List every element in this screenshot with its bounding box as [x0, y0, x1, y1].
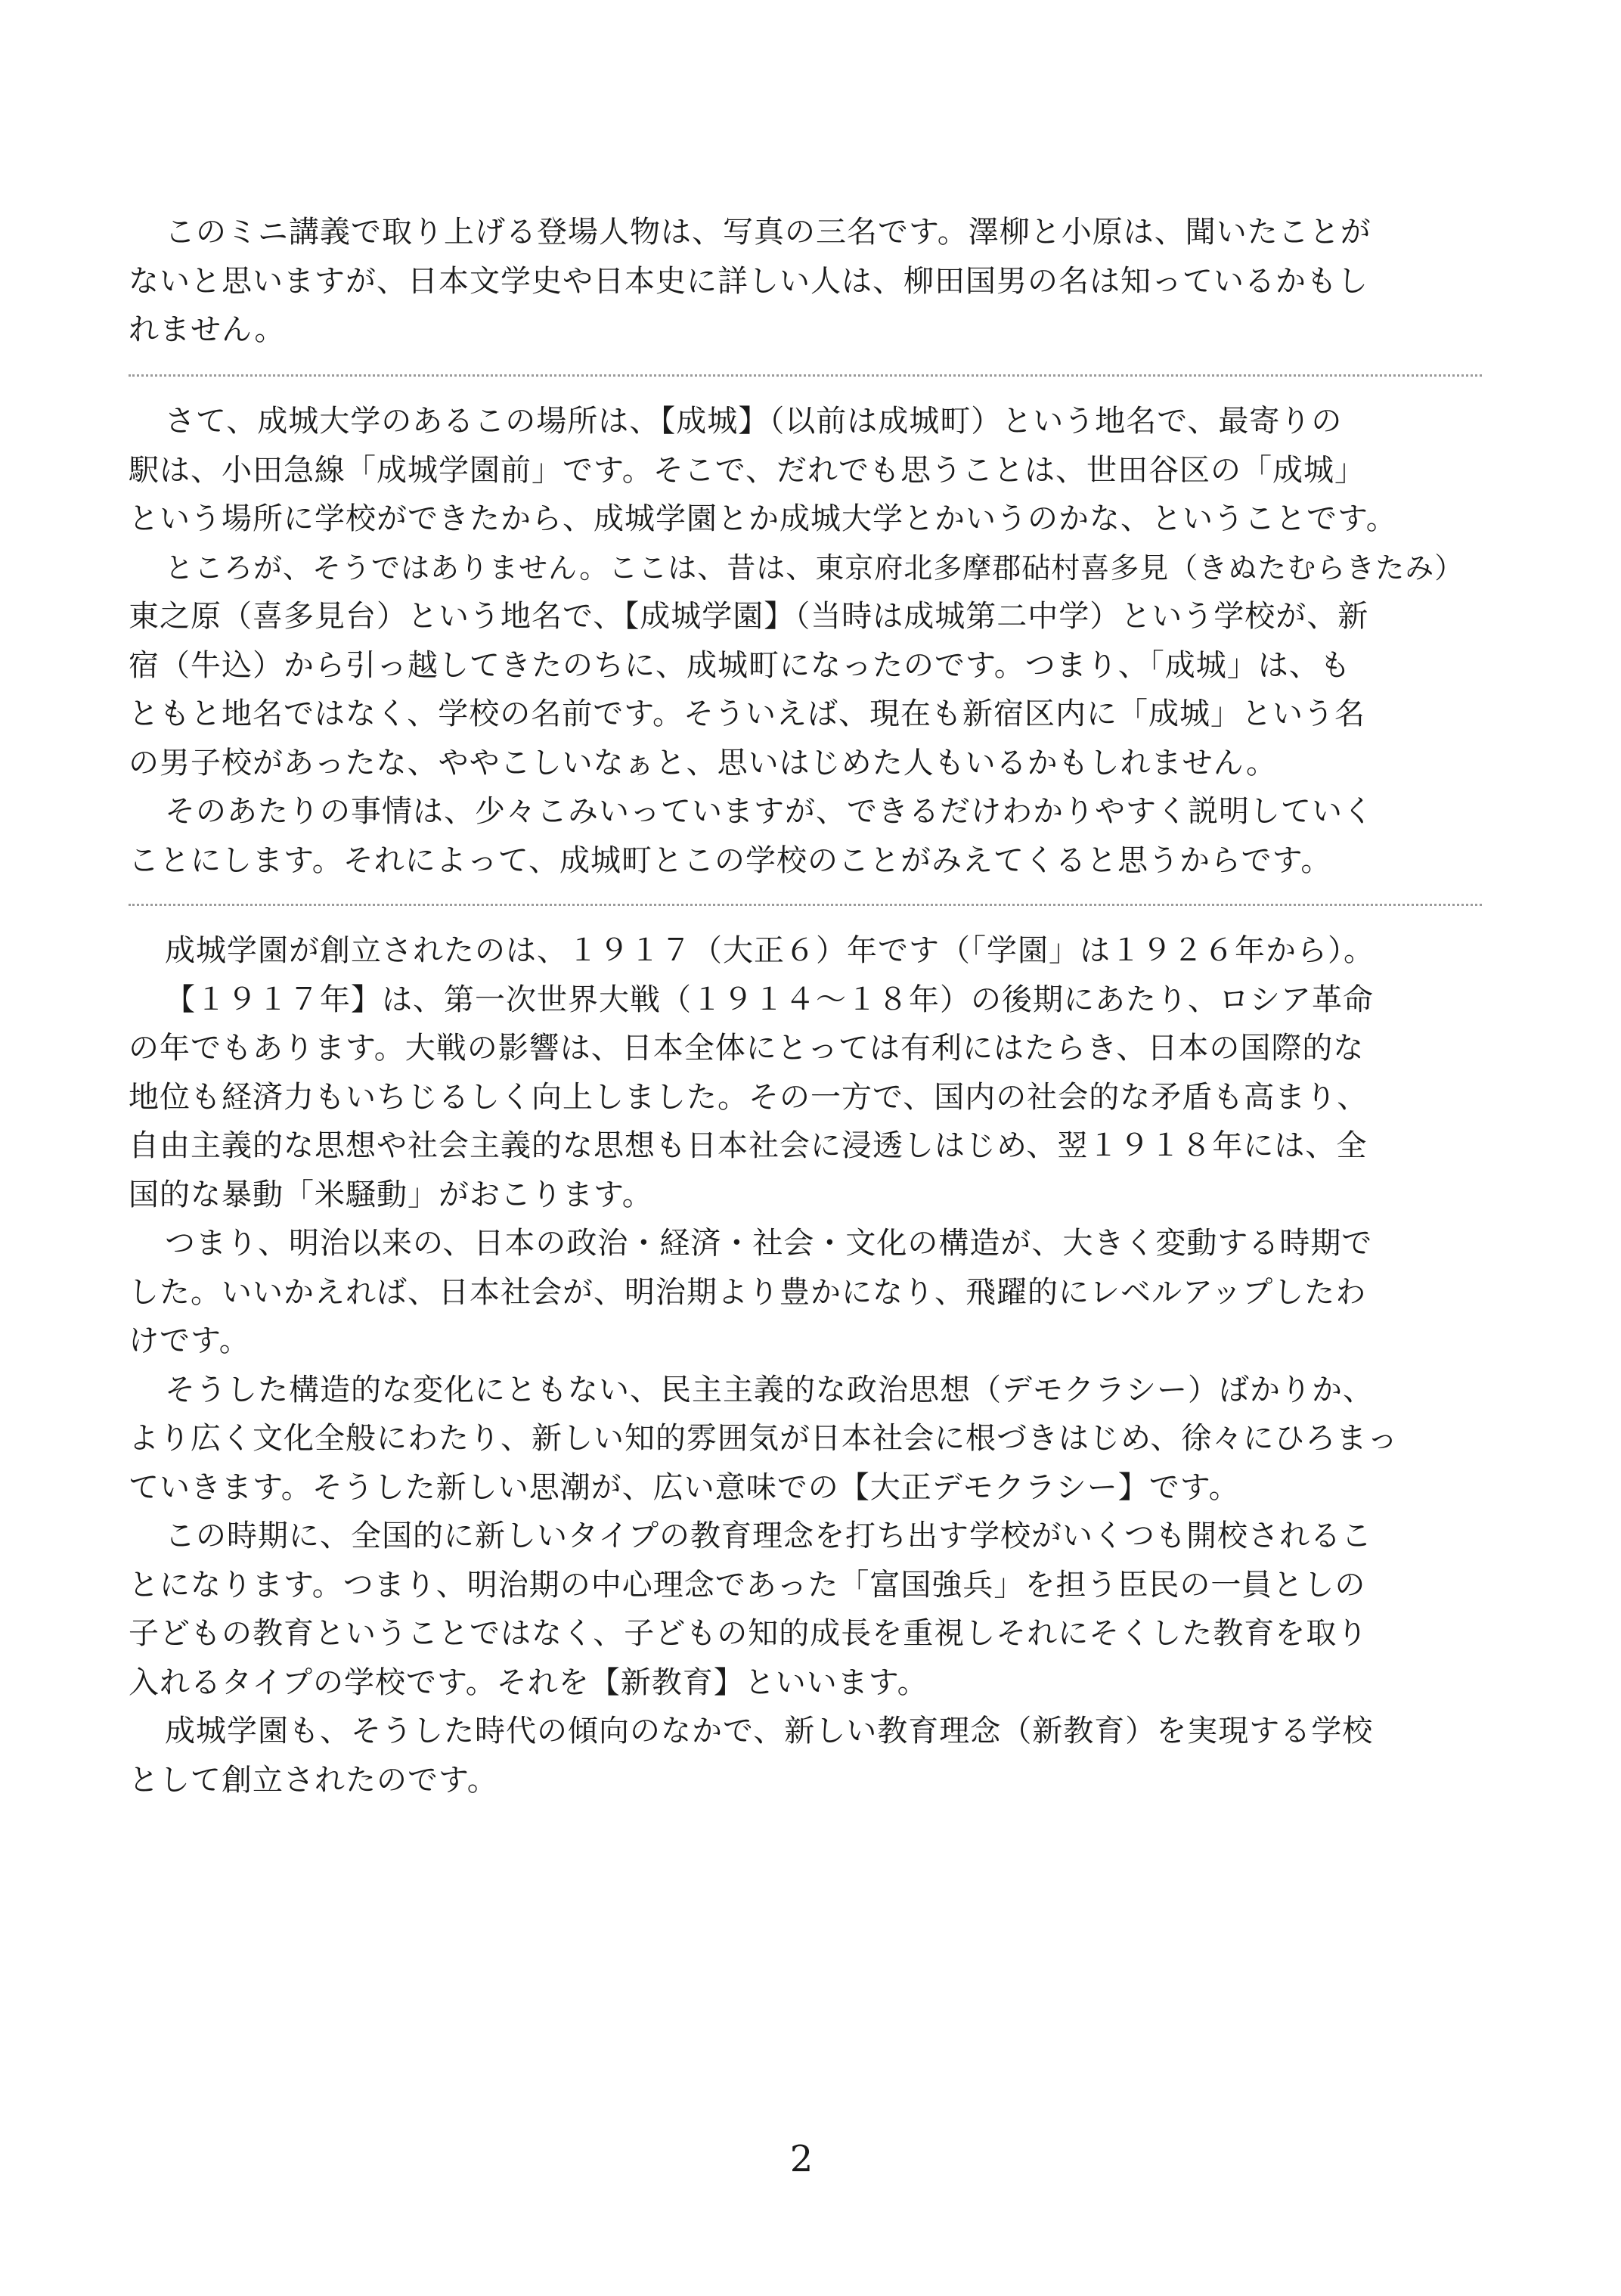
text-line: 【１９１７年】は、第一次世界大戦（１９１４～１８年）の後期にあたり、ロシア革命 [165, 982, 1374, 1017]
text-line: そのあたりの事情は、少々こみいっていますが、できるだけわかりやすく説明していく [165, 794, 1374, 829]
text-line: した。いいかえれば、日本社会が、明治期より豊かになり、飛躍的にレベルアップしたわ [129, 1274, 1367, 1310]
text-line: 成城学園が創立されたのは、１９１７（大正６）年です（「学園」は１９２６年から）。 [165, 933, 1375, 968]
text-line: このミニ講義で取り上げる登場人物は、写真の三名です。澤柳と小原は、聞いたことが [165, 215, 1371, 250]
text-line: 宿（牛込）から引っ越してきたのちに、成城町になったのです。つまり、「成城」は、も [129, 647, 1351, 683]
text-line: つまり、明治以来の、日本の政治・経済・社会・文化の構造が、大きく変動する時期で [165, 1226, 1373, 1261]
intro-paragraph [129, 208, 1489, 355]
founding-history-section [129, 926, 1489, 1804]
text-line: の男子校があったな、ややこしいなぁと、思いはじめた人もいるかもしれません。 [129, 745, 1277, 780]
text-line: 東之原（喜多見台）という地名で、【成城学園】（当時は成城第二中学）という学校が、新 [129, 599, 1369, 634]
text-line: 地位も経済力もいちじるしく向上しました。その一方で、国内の社会的な矛盾も高まり、 [129, 1079, 1368, 1115]
dotted-divider [129, 904, 1482, 906]
page-number: 2 [789, 2138, 814, 2180]
text-line: 駅は、小田急線「成城学園前」です。そこで、だれでも思うことは、世田谷区の「成城」 [129, 452, 1365, 488]
text-line: とになります。つまり、明治期の中心理念であった「富国強兵」を担う臣民の一員としの [129, 1567, 1366, 1603]
dotted-divider [129, 374, 1482, 377]
text-line: ていきます。そうした新しい思潮が、広い意味での【大正デモクラシー】です。 [129, 1469, 1240, 1505]
text-line: として創立されたのです。 [129, 1762, 498, 1798]
text-line: ことにします。それによって、成城町とこの学校のことがみえてくると思うからです。 [129, 842, 1332, 878]
text-line: この時期に、全国的に新しいタイプの教育理念を打ち出す学校がいくつも開校されるこ [165, 1519, 1372, 1553]
text-line: ないと思いますが、日本文学史や日本史に詳しい人は、柳田国男の名は知っているかもし [129, 263, 1368, 299]
text-line: さて、成城大学のあるこの場所は、【成城】（以前は成城町）という地名で、最寄りの [165, 404, 1343, 439]
text-line: 成城学園も、そうした時代の傾向のなかで、新しい教育理念（新教育）を実現する学校 [165, 1714, 1374, 1748]
text-line: ところが、そうではありません。ここは、昔は、東京府北多摩郡砧村喜多見（きぬたむらきたみ） [165, 551, 1464, 585]
text-line: という場所に学校ができたから、成城学園とか成城大学とかいうのかな、ということです。 [129, 501, 1397, 536]
text-line: の年でもあります。大戦の影響は、日本全体にとっては有利にはたらき、日本の国際的な [129, 1031, 1365, 1066]
text-line: 子どもの教育ということではなく、子どもの知的成長を重視しそれにそくした教育を取り [129, 1616, 1368, 1651]
text-line: 入れるタイプの学校です。それを【新教育】といいます。 [129, 1665, 928, 1700]
text-line: 国的な暴動「米騒動」がおこります。 [129, 1177, 653, 1212]
text-line: ともと地名ではなく、学校の名前です。そういえば、現在も新宿区内に「成城」という名 [129, 697, 1365, 731]
text-line: れません。 [129, 312, 286, 347]
text-line: けです。 [129, 1323, 250, 1358]
text-line: そうした構造的な変化にともない、民主主義的な政治思想（デモクラシー）ばかりか、 [165, 1372, 1374, 1407]
text-line: 自由主義的な思想や社会主義的な思想も日本社会に浸透しはじめ、翌１９１８年には、全 [129, 1128, 1368, 1163]
seijo-place-section [129, 397, 1489, 885]
text-line: より広く文化全般にわたり、新しい知的雰囲気が日本社会に根づきはじめ、徐々にひろまっ [129, 1421, 1399, 1456]
